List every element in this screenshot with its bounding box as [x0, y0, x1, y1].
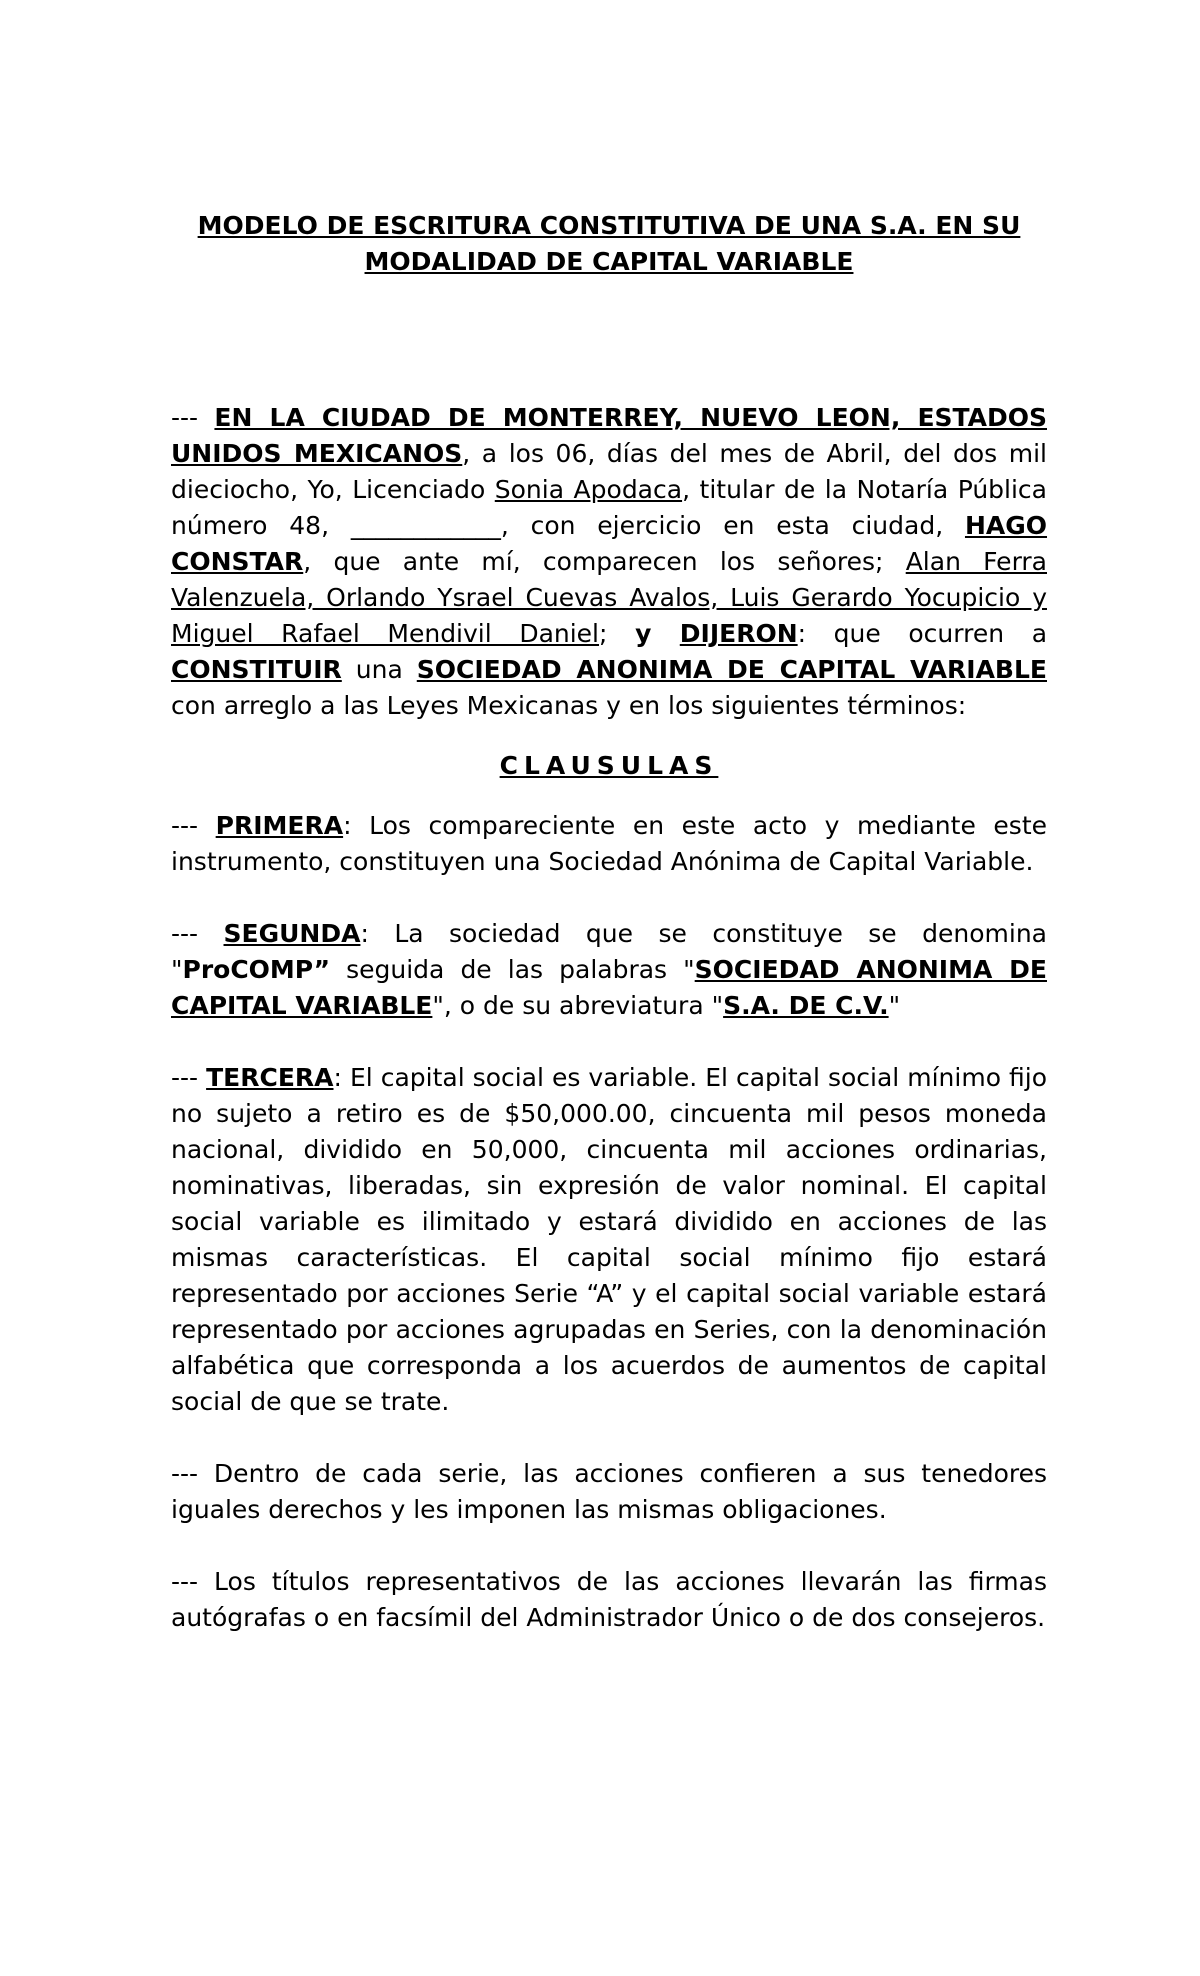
segunda-text-3: ", o de su abreviatura " — [432, 991, 724, 1020]
notary-name: Sonia Apodaca — [494, 475, 683, 504]
segunda-label: SEGUNDA — [223, 919, 361, 948]
parties-names: Alan Ferra Valenzuela, Orlando Ysrael Cuevas Avalos, Luis Gerardo Yocupicio y Miguel Rafael Mendivil Daniel — [171, 547, 1047, 648]
intro-text-2: , titular de la Notaría Pública número 48, — [171, 475, 1047, 540]
tercera-label: TERCERA — [206, 1063, 334, 1092]
intro-dashes: --- — [171, 403, 215, 432]
primera-dashes: --- — [171, 811, 216, 840]
segunda-text-4: " — [888, 991, 901, 1020]
intro-text-1: , a los 06, días del mes de Abril, del dos mil dieciocho, Yo, Licenciado — [171, 439, 1047, 504]
document-body — [171, 208, 1047, 1636]
clause-segunda — [171, 916, 1047, 1024]
intro-y: y — [635, 619, 680, 648]
intro-sociedad: SOCIEDAD ANONIMA DE CAPITAL VARIABLE — [416, 655, 1047, 684]
intro-text-8: con arreglo a las Leyes Mexicanas y en los siguientes términos: — [171, 691, 967, 720]
document-title-line-2: MODALIDAD DE CAPITAL VARIABLE — [364, 247, 854, 276]
intro-paragraph — [171, 400, 1047, 724]
intro-text-3: , con ejercicio en esta ciudad, — [500, 511, 965, 540]
clause-tercera — [171, 1060, 1047, 1420]
constituir: CONSTITUIR — [171, 655, 342, 684]
tercera-text: : El capital social es variable. El capital social mínimo fijo no sujeto a retiro es de $50,000.00, cincuenta mil pesos moneda nacional, dividido en 50,000, cincuenta mil acciones ordinarias, nominativas, liberadas, sin expresión de valor nominal. El capital social variable es ilimitado y estará dividido en acciones de las mismas características. El capital social mínimo fijo estará representado por acciones Serie “A” y el capital social variable estará representado por acciones agrupadas en Series, con la denominación alfabética que corresponda a los acuerdos de aumentos de capital social de que se trate. — [171, 1063, 1047, 1416]
intro-text-5: ; — [599, 619, 636, 648]
intro-text-4: , que ante mí, comparecen los señores; — [303, 547, 906, 576]
intro-blank: ____________ — [350, 511, 501, 540]
primera-text: : Los compareciente en este acto y mediante este instrumento, constituyen una Sociedad Anónima de Capital Variable. — [171, 811, 1048, 876]
document-title-line-1: MODELO DE ESCRITURA CONSTITUTIVA DE UNA S.A. EN SU — [197, 211, 1021, 240]
segunda-abbreviation: S.A. DE C.V. — [723, 991, 889, 1020]
clause-primera — [171, 808, 1047, 880]
tercera-dashes: --- — [171, 1063, 207, 1092]
primera-label: PRIMERA — [215, 811, 344, 840]
segunda-text-1: : La sociedad que se constituye se denomina " — [171, 919, 1047, 984]
intro-text-6: : que ocurren a — [797, 619, 1048, 648]
segunda-text-2: seguida de las palabras " — [330, 955, 695, 984]
paragraph-series: --- Dentro de cada serie, las acciones confieren a sus tenedores iguales derechos y les imponen las mismas obligaciones. — [171, 1459, 1047, 1524]
paragraph-titulos: --- Los títulos representativos de las acciones llevarán las firmas autógrafas o en facsímil del Administrador Único o de dos consejeros. — [171, 1567, 1047, 1632]
intro-location: EN LA CIUDAD DE MONTERREY, NUEVO LEON, ESTADOS UNIDOS MEXICANOS — [171, 403, 1047, 468]
intro-text-7: una — [341, 655, 417, 684]
clausulas-heading: CLAUSULAS — [499, 751, 719, 780]
dijeron: DIJERON — [679, 619, 798, 648]
segunda-dashes: --- — [171, 919, 224, 948]
hago-constar: HAGO CONSTAR — [171, 511, 1048, 576]
segunda-sociedad: SOCIEDAD ANONIMA DE CAPITAL VARIABLE — [171, 955, 1047, 1020]
company-name: ProCOMP” — [182, 955, 331, 984]
